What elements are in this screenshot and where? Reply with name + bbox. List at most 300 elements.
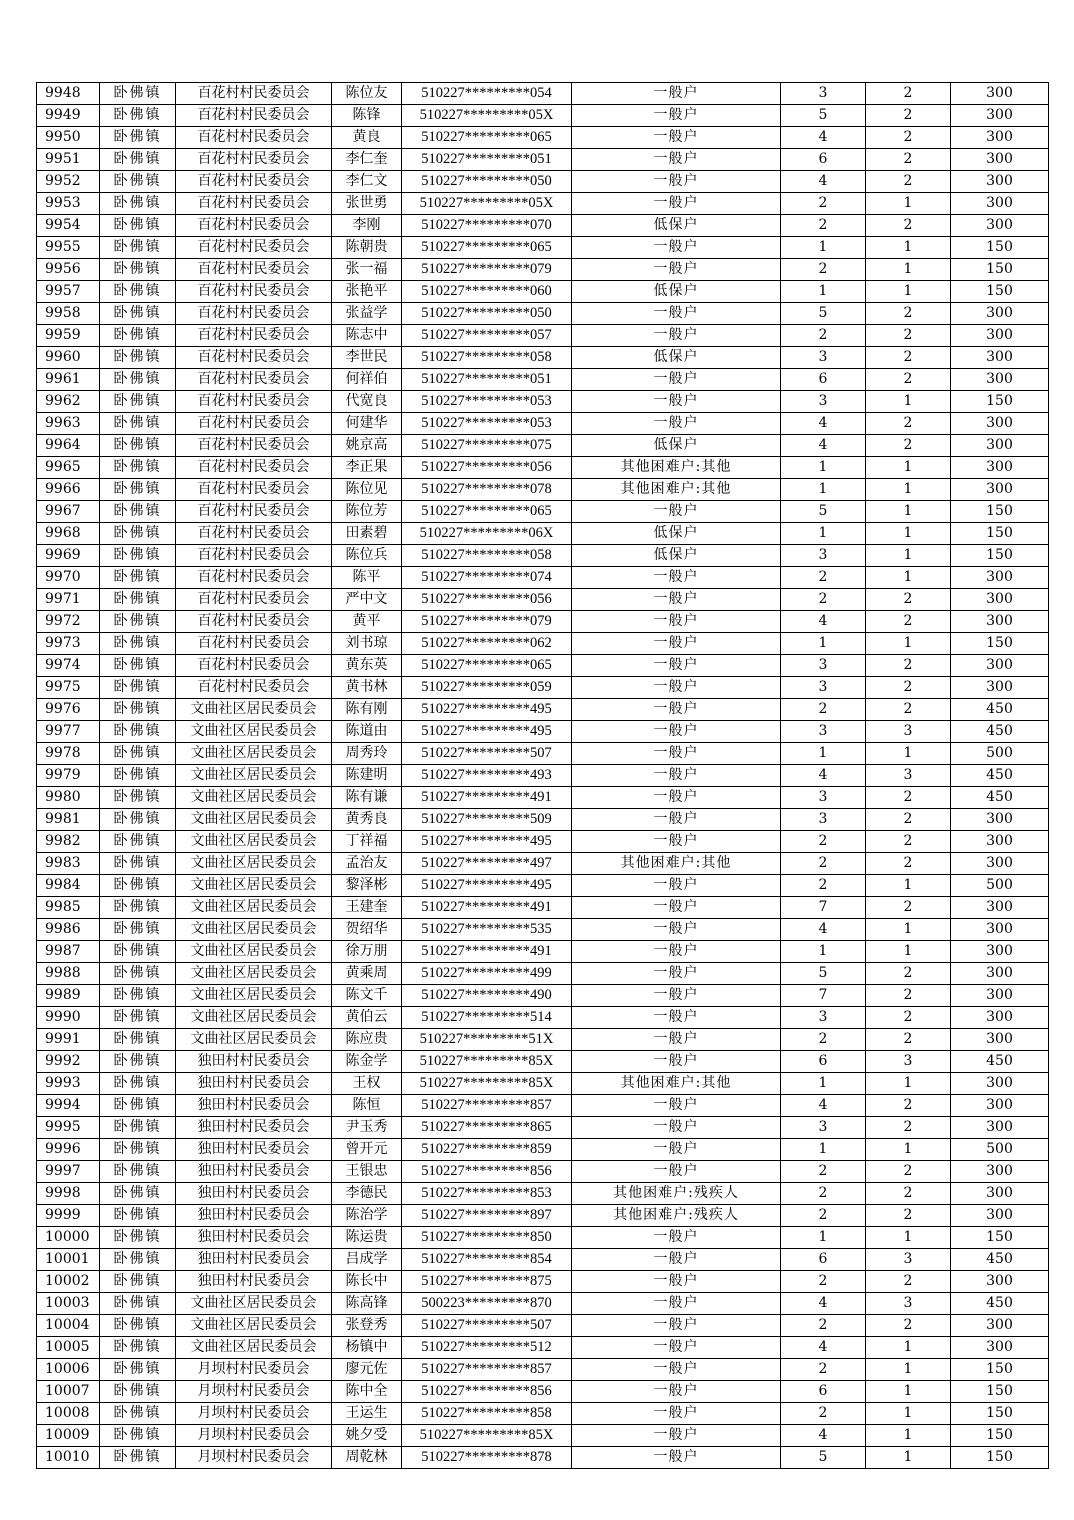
- cell-record-number: 10004: [37, 1315, 100, 1337]
- cell-id-number: 510227*********507: [402, 1315, 572, 1337]
- table-row: [37, 1095, 1049, 1117]
- cell-household-type: 一般户: [572, 875, 781, 897]
- cell-count: 1: [866, 523, 951, 545]
- cell-family-size: 3: [781, 83, 866, 105]
- cell-household-type: 一般户: [572, 699, 781, 721]
- cell-town: 卧佛镇: [100, 875, 176, 897]
- cell-person-name: 王权: [332, 1073, 402, 1095]
- cell-household-type: 一般户: [572, 171, 781, 193]
- cell-family-size: 6: [781, 1249, 866, 1271]
- cell-amount: 300: [951, 941, 1049, 963]
- cell-id-number: 510227*********074: [402, 567, 572, 589]
- table-row: [37, 237, 1049, 259]
- cell-committee: 百花村村民委员会: [176, 325, 332, 347]
- cell-record-number: 9949: [37, 105, 100, 127]
- cell-count: 2: [866, 1315, 951, 1337]
- cell-count: 2: [866, 1029, 951, 1051]
- table-row: [37, 1183, 1049, 1205]
- cell-household-type: 一般户: [572, 1337, 781, 1359]
- cell-person-name: 黄平: [332, 611, 402, 633]
- cell-record-number: 10009: [37, 1425, 100, 1447]
- cell-household-type: 其他困难户:其他: [572, 479, 781, 501]
- cell-household-type: 一般户: [572, 765, 781, 787]
- cell-family-size: 1: [781, 941, 866, 963]
- table-row: [37, 633, 1049, 655]
- cell-amount: 300: [951, 435, 1049, 457]
- table-row: [37, 1293, 1049, 1315]
- cell-count: 3: [866, 1249, 951, 1271]
- table-row: [37, 391, 1049, 413]
- table-row: [37, 897, 1049, 919]
- cell-person-name: 李仁文: [332, 171, 402, 193]
- cell-household-type: 一般户: [572, 193, 781, 215]
- cell-record-number: 9982: [37, 831, 100, 853]
- cell-person-name: 黄良: [332, 127, 402, 149]
- cell-count: 2: [866, 171, 951, 193]
- cell-amount: 150: [951, 1447, 1049, 1469]
- cell-family-size: 2: [781, 259, 866, 281]
- cell-amount: 300: [951, 809, 1049, 831]
- cell-person-name: 黄书林: [332, 677, 402, 699]
- cell-person-name: 贺绍华: [332, 919, 402, 941]
- cell-person-name: 陈有谦: [332, 787, 402, 809]
- cell-committee: 文曲社区居民委员会: [176, 787, 332, 809]
- cell-id-number: 510227*********053: [402, 391, 572, 413]
- cell-town: 卧佛镇: [100, 787, 176, 809]
- cell-count: 2: [866, 127, 951, 149]
- cell-count: 2: [866, 1205, 951, 1227]
- cell-id-number: 510227*********070: [402, 215, 572, 237]
- cell-amount: 300: [951, 1029, 1049, 1051]
- cell-town: 卧佛镇: [100, 1337, 176, 1359]
- cell-town: 卧佛镇: [100, 171, 176, 193]
- cell-id-number: 510227*********054: [402, 83, 572, 105]
- table-body: [37, 83, 1049, 1469]
- cell-town: 卧佛镇: [100, 809, 176, 831]
- cell-count: 2: [866, 853, 951, 875]
- cell-count: 2: [866, 1095, 951, 1117]
- cell-amount: 150: [951, 237, 1049, 259]
- cell-amount: 300: [951, 1117, 1049, 1139]
- cell-person-name: 尹玉秀: [332, 1117, 402, 1139]
- cell-town: 卧佛镇: [100, 897, 176, 919]
- cell-person-name: 陈锋: [332, 105, 402, 127]
- cell-record-number: 9963: [37, 413, 100, 435]
- cell-family-size: 5: [781, 501, 866, 523]
- cell-town: 卧佛镇: [100, 1205, 176, 1227]
- cell-town: 卧佛镇: [100, 1447, 176, 1469]
- cell-amount: 300: [951, 193, 1049, 215]
- cell-household-type: 一般户: [572, 919, 781, 941]
- cell-count: 2: [866, 985, 951, 1007]
- cell-household-type: 一般户: [572, 501, 781, 523]
- cell-record-number: 9983: [37, 853, 100, 875]
- cell-person-name: 陈治学: [332, 1205, 402, 1227]
- cell-town: 卧佛镇: [100, 347, 176, 369]
- cell-household-type: 一般户: [572, 1359, 781, 1381]
- cell-count: 2: [866, 809, 951, 831]
- cell-count: 2: [866, 105, 951, 127]
- cell-family-size: 4: [781, 1293, 866, 1315]
- cell-town: 卧佛镇: [100, 457, 176, 479]
- cell-person-name: 李德民: [332, 1183, 402, 1205]
- cell-committee: 文曲社区居民委员会: [176, 831, 332, 853]
- cell-person-name: 张世勇: [332, 193, 402, 215]
- cell-record-number: 9980: [37, 787, 100, 809]
- cell-town: 卧佛镇: [100, 1293, 176, 1315]
- cell-household-type: 一般户: [572, 1051, 781, 1073]
- cell-committee: 百花村村民委员会: [176, 501, 332, 523]
- cell-committee: 独田村村民委员会: [176, 1117, 332, 1139]
- cell-count: 1: [866, 919, 951, 941]
- cell-family-size: 2: [781, 1271, 866, 1293]
- cell-id-number: 510227*********491: [402, 897, 572, 919]
- cell-record-number: 9990: [37, 1007, 100, 1029]
- cell-person-name: 周秀玲: [332, 743, 402, 765]
- cell-family-size: 2: [781, 699, 866, 721]
- cell-committee: 独田村村民委员会: [176, 1073, 332, 1095]
- cell-household-type: 一般户: [572, 611, 781, 633]
- cell-id-number: 510227*********051: [402, 369, 572, 391]
- cell-count: 2: [866, 589, 951, 611]
- cell-household-type: 一般户: [572, 655, 781, 677]
- table-row: [37, 589, 1049, 611]
- cell-id-number: 510227*********491: [402, 941, 572, 963]
- cell-household-type: 一般户: [572, 1139, 781, 1161]
- cell-record-number: 9954: [37, 215, 100, 237]
- cell-count: 1: [866, 1073, 951, 1095]
- cell-town: 卧佛镇: [100, 1073, 176, 1095]
- cell-count: 2: [866, 149, 951, 171]
- cell-count: 1: [866, 391, 951, 413]
- cell-household-type: 一般户: [572, 963, 781, 985]
- cell-person-name: 姚夕受: [332, 1425, 402, 1447]
- cell-committee: 百花村村民委员会: [176, 545, 332, 567]
- cell-person-name: 陈道由: [332, 721, 402, 743]
- cell-record-number: 9961: [37, 369, 100, 391]
- table-row: [37, 413, 1049, 435]
- cell-amount: 300: [951, 963, 1049, 985]
- cell-town: 卧佛镇: [100, 655, 176, 677]
- cell-count: 2: [866, 369, 951, 391]
- cell-household-type: 一般户: [572, 83, 781, 105]
- table-row: [37, 1315, 1049, 1337]
- cell-count: 1: [866, 479, 951, 501]
- cell-household-type: 一般户: [572, 1293, 781, 1315]
- cell-person-name: 王建奎: [332, 897, 402, 919]
- cell-committee: 月坝村村民委员会: [176, 1447, 332, 1469]
- cell-amount: 300: [951, 149, 1049, 171]
- table-row: [37, 1073, 1049, 1095]
- cell-person-name: 何建华: [332, 413, 402, 435]
- cell-town: 卧佛镇: [100, 259, 176, 281]
- table-row: [37, 941, 1049, 963]
- table-row: [37, 479, 1049, 501]
- cell-id-number: 510227*********065: [402, 501, 572, 523]
- cell-id-number: 510227*********850: [402, 1227, 572, 1249]
- cell-id-number: 510227*********079: [402, 259, 572, 281]
- cell-family-size: 4: [781, 413, 866, 435]
- cell-amount: 300: [951, 369, 1049, 391]
- cell-record-number: 9975: [37, 677, 100, 699]
- cell-id-number: 510227*********497: [402, 853, 572, 875]
- cell-household-type: 一般户: [572, 831, 781, 853]
- cell-person-name: 田素碧: [332, 523, 402, 545]
- cell-amount: 500: [951, 875, 1049, 897]
- cell-record-number: 9985: [37, 897, 100, 919]
- cell-committee: 百花村村民委员会: [176, 281, 332, 303]
- cell-person-name: 何祥伯: [332, 369, 402, 391]
- cell-person-name: 陈志中: [332, 325, 402, 347]
- cell-record-number: 9958: [37, 303, 100, 325]
- cell-family-size: 7: [781, 897, 866, 919]
- cell-amount: 150: [951, 281, 1049, 303]
- cell-record-number: 9969: [37, 545, 100, 567]
- cell-committee: 文曲社区居民委员会: [176, 1293, 332, 1315]
- cell-town: 卧佛镇: [100, 215, 176, 237]
- cell-count: 1: [866, 743, 951, 765]
- cell-id-number: 510227*********853: [402, 1183, 572, 1205]
- table-row: [37, 215, 1049, 237]
- cell-id-number: 510227*********056: [402, 589, 572, 611]
- cell-count: 2: [866, 1007, 951, 1029]
- cell-town: 卧佛镇: [100, 391, 176, 413]
- table-row: [37, 545, 1049, 567]
- cell-committee: 文曲社区居民委员会: [176, 809, 332, 831]
- table-row: [37, 567, 1049, 589]
- cell-town: 卧佛镇: [100, 325, 176, 347]
- cell-id-number: 510227*********857: [402, 1095, 572, 1117]
- table-row: [37, 1249, 1049, 1271]
- cell-household-type: 一般户: [572, 105, 781, 127]
- cell-family-size: 4: [781, 171, 866, 193]
- cell-person-name: 李仁奎: [332, 149, 402, 171]
- table-row: [37, 369, 1049, 391]
- cell-id-number: 510227*********857: [402, 1359, 572, 1381]
- cell-town: 卧佛镇: [100, 941, 176, 963]
- cell-household-type: 低保户: [572, 347, 781, 369]
- cell-amount: 450: [951, 787, 1049, 809]
- cell-person-name: 陈建明: [332, 765, 402, 787]
- cell-family-size: 3: [781, 787, 866, 809]
- cell-committee: 文曲社区居民委员会: [176, 853, 332, 875]
- table-row: [37, 435, 1049, 457]
- cell-count: 1: [866, 1425, 951, 1447]
- cell-count: 2: [866, 325, 951, 347]
- table-row: [37, 1381, 1049, 1403]
- cell-id-number: 510227*********495: [402, 699, 572, 721]
- table-row: [37, 127, 1049, 149]
- cell-family-size: 4: [781, 435, 866, 457]
- cell-town: 卧佛镇: [100, 413, 176, 435]
- cell-count: 1: [866, 501, 951, 523]
- cell-count: 1: [866, 1359, 951, 1381]
- cell-record-number: 9992: [37, 1051, 100, 1073]
- cell-town: 卧佛镇: [100, 479, 176, 501]
- cell-person-name: 李刚: [332, 215, 402, 237]
- cell-id-number: 510227*********858: [402, 1403, 572, 1425]
- cell-amount: 300: [951, 347, 1049, 369]
- table-row: [37, 259, 1049, 281]
- table-row: [37, 1051, 1049, 1073]
- cell-count: 2: [866, 215, 951, 237]
- cell-family-size: 6: [781, 369, 866, 391]
- cell-town: 卧佛镇: [100, 611, 176, 633]
- cell-household-type: 一般户: [572, 369, 781, 391]
- cell-record-number: 9997: [37, 1161, 100, 1183]
- cell-record-number: 10000: [37, 1227, 100, 1249]
- cell-committee: 文曲社区居民委员会: [176, 1315, 332, 1337]
- cell-amount: 300: [951, 1161, 1049, 1183]
- cell-family-size: 4: [781, 1425, 866, 1447]
- cell-committee: 百花村村民委员会: [176, 347, 332, 369]
- cell-household-type: 其他困难户:残疾人: [572, 1183, 781, 1205]
- cell-town: 卧佛镇: [100, 435, 176, 457]
- cell-household-type: 一般户: [572, 1425, 781, 1447]
- cell-person-name: 廖元佐: [332, 1359, 402, 1381]
- cell-count: 2: [866, 413, 951, 435]
- cell-record-number: 9978: [37, 743, 100, 765]
- table-row: [37, 281, 1049, 303]
- cell-family-size: 2: [781, 589, 866, 611]
- cell-count: 2: [866, 83, 951, 105]
- cell-count: 2: [866, 1117, 951, 1139]
- cell-record-number: 9953: [37, 193, 100, 215]
- cell-amount: 150: [951, 391, 1049, 413]
- cell-id-number: 510227*********878: [402, 1447, 572, 1469]
- cell-town: 卧佛镇: [100, 1007, 176, 1029]
- cell-committee: 文曲社区居民委员会: [176, 919, 332, 941]
- cell-id-number: 510227*********053: [402, 413, 572, 435]
- cell-committee: 百花村村民委员会: [176, 171, 332, 193]
- cell-family-size: 1: [781, 281, 866, 303]
- cell-person-name: 陈恒: [332, 1095, 402, 1117]
- cell-family-size: 2: [781, 1359, 866, 1381]
- cell-id-number: 510227*********51X: [402, 1029, 572, 1051]
- cell-count: 1: [866, 941, 951, 963]
- cell-amount: 450: [951, 699, 1049, 721]
- cell-family-size: 5: [781, 105, 866, 127]
- cell-id-number: 510227*********060: [402, 281, 572, 303]
- cell-count: 2: [866, 963, 951, 985]
- table-row: [37, 699, 1049, 721]
- cell-amount: 150: [951, 1381, 1049, 1403]
- cell-count: 1: [866, 633, 951, 655]
- cell-amount: 300: [951, 127, 1049, 149]
- cell-person-name: 张益学: [332, 303, 402, 325]
- cell-committee: 月坝村村民委员会: [176, 1359, 332, 1381]
- cell-town: 卧佛镇: [100, 83, 176, 105]
- cell-id-number: 510227*********509: [402, 809, 572, 831]
- cell-id-number: 510227*********057: [402, 325, 572, 347]
- cell-record-number: 9976: [37, 699, 100, 721]
- cell-person-name: 陈金学: [332, 1051, 402, 1073]
- cell-person-name: 徐万朋: [332, 941, 402, 963]
- cell-record-number: 10008: [37, 1403, 100, 1425]
- cell-household-type: 一般户: [572, 567, 781, 589]
- cell-id-number: 510227*********065: [402, 237, 572, 259]
- cell-household-type: 一般户: [572, 743, 781, 765]
- cell-committee: 文曲社区居民委员会: [176, 721, 332, 743]
- cell-family-size: 6: [781, 1381, 866, 1403]
- cell-family-size: 3: [781, 721, 866, 743]
- cell-household-type: 一般户: [572, 677, 781, 699]
- cell-count: 1: [866, 1337, 951, 1359]
- cell-person-name: 严中文: [332, 589, 402, 611]
- cell-amount: 150: [951, 1359, 1049, 1381]
- cell-person-name: 黎泽彬: [332, 875, 402, 897]
- cell-family-size: 1: [781, 457, 866, 479]
- cell-family-size: 3: [781, 1117, 866, 1139]
- cell-record-number: 9977: [37, 721, 100, 743]
- cell-household-type: 一般户: [572, 1161, 781, 1183]
- cell-amount: 300: [951, 1315, 1049, 1337]
- cell-person-name: 陈文千: [332, 985, 402, 1007]
- cell-record-number: 9967: [37, 501, 100, 523]
- cell-record-number: 9973: [37, 633, 100, 655]
- cell-record-number: 9957: [37, 281, 100, 303]
- cell-person-name: 陈有刚: [332, 699, 402, 721]
- cell-id-number: 510227*********490: [402, 985, 572, 1007]
- cell-count: 2: [866, 787, 951, 809]
- cell-person-name: 王运生: [332, 1403, 402, 1425]
- cell-town: 卧佛镇: [100, 699, 176, 721]
- cell-household-type: 一般户: [572, 413, 781, 435]
- cell-household-type: 一般户: [572, 127, 781, 149]
- cell-committee: 文曲社区居民委员会: [176, 985, 332, 1007]
- cell-amount: 150: [951, 1403, 1049, 1425]
- cell-amount: 300: [951, 479, 1049, 501]
- cell-amount: 450: [951, 765, 1049, 787]
- cell-family-size: 5: [781, 963, 866, 985]
- cell-amount: 450: [951, 1293, 1049, 1315]
- cell-family-size: 1: [781, 1227, 866, 1249]
- cell-record-number: 9952: [37, 171, 100, 193]
- cell-household-type: 一般户: [572, 1403, 781, 1425]
- cell-person-name: 陈应贵: [332, 1029, 402, 1051]
- cell-town: 卧佛镇: [100, 501, 176, 523]
- cell-town: 卧佛镇: [100, 523, 176, 545]
- cell-amount: 300: [951, 1337, 1049, 1359]
- cell-id-number: 510227*********897: [402, 1205, 572, 1227]
- cell-person-name: 陈位兵: [332, 545, 402, 567]
- cell-person-name: 张艳平: [332, 281, 402, 303]
- cell-person-name: 黄伯云: [332, 1007, 402, 1029]
- cell-family-size: 2: [781, 1403, 866, 1425]
- cell-town: 卧佛镇: [100, 567, 176, 589]
- table-row: [37, 347, 1049, 369]
- cell-record-number: 9996: [37, 1139, 100, 1161]
- cell-town: 卧佛镇: [100, 721, 176, 743]
- cell-id-number: 510227*********491: [402, 787, 572, 809]
- cell-household-type: 其他困难户:其他: [572, 1073, 781, 1095]
- cell-household-type: 一般户: [572, 1381, 781, 1403]
- cell-town: 卧佛镇: [100, 1249, 176, 1271]
- table-row: [37, 303, 1049, 325]
- cell-family-size: 2: [781, 1029, 866, 1051]
- cell-count: 3: [866, 1051, 951, 1073]
- table-row: [37, 1403, 1049, 1425]
- cell-amount: 450: [951, 721, 1049, 743]
- cell-id-number: 510227*********875: [402, 1271, 572, 1293]
- table-row: [37, 1337, 1049, 1359]
- cell-household-type: 一般户: [572, 149, 781, 171]
- cell-count: 1: [866, 281, 951, 303]
- cell-person-name: 王银忠: [332, 1161, 402, 1183]
- cell-committee: 百花村村民委员会: [176, 567, 332, 589]
- cell-household-type: 低保户: [572, 281, 781, 303]
- cell-family-size: 2: [781, 831, 866, 853]
